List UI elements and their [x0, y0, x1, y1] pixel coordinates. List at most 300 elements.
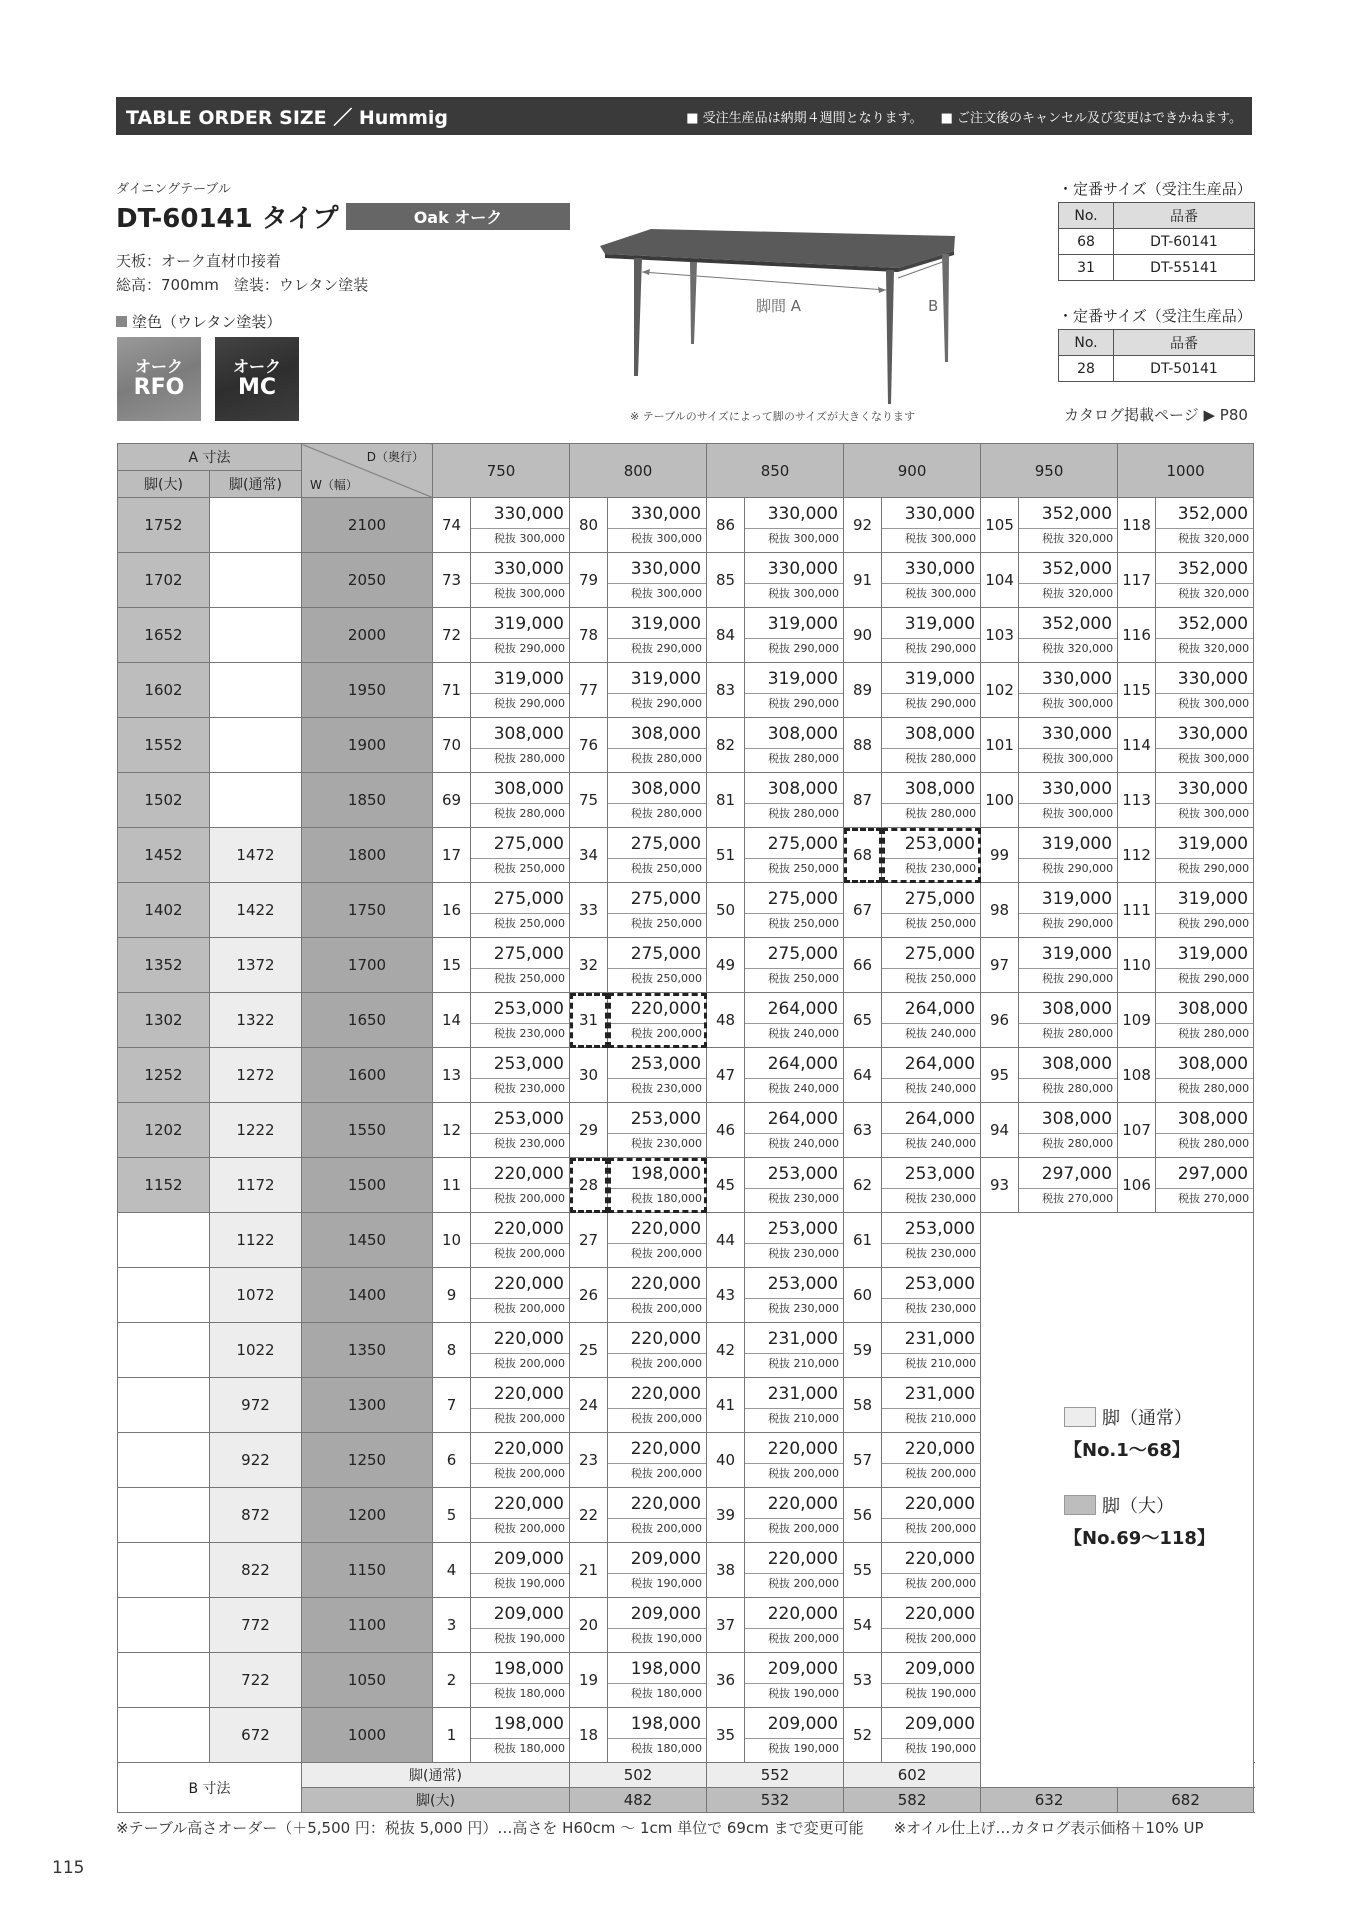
price-with-tax: 319,000: [1041, 944, 1113, 964]
std-header: No.: [1059, 203, 1114, 229]
price-excl-tax: 税抜 320,000: [1019, 528, 1117, 549]
item-number: 85: [707, 553, 745, 608]
price-cell: [608, 1323, 707, 1378]
price-with-tax: 209,000: [493, 1604, 565, 1624]
price-with-tax: 209,000: [767, 1714, 839, 1734]
price-with-tax: 352,000: [1041, 504, 1113, 524]
price-with-tax: 253,000: [904, 1164, 976, 1184]
price-cell: [882, 1378, 981, 1433]
price-cell: [471, 1653, 570, 1708]
a-leg-large: [118, 1378, 210, 1433]
width-value: 1300: [302, 1378, 433, 1433]
price-with-tax: 198,000: [630, 1659, 702, 1679]
price-cell: [608, 1488, 707, 1543]
price-with-tax: 275,000: [767, 834, 839, 854]
price-excl-tax: 税抜 290,000: [608, 638, 706, 659]
width-value: 1550: [302, 1103, 433, 1158]
price-with-tax: 231,000: [767, 1329, 839, 1349]
price-cell: [745, 553, 844, 608]
price-with-tax: 330,000: [767, 504, 839, 524]
price-cell: [1156, 498, 1254, 553]
item-number: 27: [570, 1213, 608, 1268]
price-cell: [608, 1598, 707, 1653]
price-with-tax: 264,000: [767, 999, 839, 1019]
price-with-tax: 253,000: [630, 1109, 702, 1129]
price-with-tax: 352,000: [1177, 559, 1249, 579]
item-number: 30: [570, 1048, 608, 1103]
price-cell: [745, 1158, 844, 1213]
price-with-tax: 275,000: [904, 944, 976, 964]
price-excl-tax: 税抜 180,000: [471, 1683, 569, 1704]
price-excl-tax: 税抜 320,000: [1019, 638, 1117, 659]
price-cell: [608, 1103, 707, 1158]
width-value: 1400: [302, 1268, 433, 1323]
price-with-tax: 319,000: [767, 614, 839, 634]
width-value: 1900: [302, 718, 433, 773]
item-number: 67: [844, 883, 882, 938]
price-cell: [882, 1708, 981, 1763]
price-cell: [882, 1103, 981, 1158]
price-cell: [882, 1048, 981, 1103]
item-number: 102: [981, 663, 1019, 718]
item-number: 115: [1118, 663, 1156, 718]
price-with-tax: 220,000: [904, 1549, 976, 1569]
price-cell: [745, 1048, 844, 1103]
price-excl-tax: 税抜 280,000: [1019, 1023, 1117, 1044]
price-excl-tax: 税抜 200,000: [608, 1518, 706, 1539]
item-number: 26: [570, 1268, 608, 1323]
b-large-label: 脚(大): [302, 1788, 570, 1813]
price-with-tax: 330,000: [1177, 779, 1249, 799]
price-excl-tax: 税抜 240,000: [745, 1023, 843, 1044]
a-leg-normal: 1172: [210, 1158, 302, 1213]
price-excl-tax: 税抜 290,000: [608, 693, 706, 714]
price-with-tax: 275,000: [493, 944, 565, 964]
price-cell: [471, 1323, 570, 1378]
d-w-corner: [302, 444, 433, 498]
item-number: 111: [1118, 883, 1156, 938]
price-with-tax: 330,000: [1041, 669, 1113, 689]
a-leg-normal: 1122: [210, 1213, 302, 1268]
price-cell: [608, 663, 707, 718]
price-cell: [882, 938, 981, 993]
price-cell: [745, 1708, 844, 1763]
price-excl-tax: 税抜 290,000: [1019, 858, 1117, 879]
item-number: 28: [570, 1158, 608, 1213]
item-number: 20: [570, 1598, 608, 1653]
price-excl-tax: 税抜 320,000: [1156, 583, 1253, 604]
b-large-value: 682: [1118, 1788, 1254, 1813]
price-excl-tax: 税抜 230,000: [608, 1133, 706, 1154]
item-number: 68: [844, 828, 882, 883]
price-with-tax: 231,000: [904, 1384, 976, 1404]
std-header: No.: [1059, 330, 1114, 356]
price-excl-tax: 税抜 280,000: [745, 748, 843, 769]
item-number: 96: [981, 993, 1019, 1048]
price-cell: [745, 663, 844, 718]
item-number: 62: [844, 1158, 882, 1213]
item-number: 97: [981, 938, 1019, 993]
price-cell: [745, 498, 844, 553]
price-with-tax: 308,000: [493, 724, 565, 744]
a-dimension-label: A 寸法: [118, 444, 302, 471]
price-with-tax: 319,000: [493, 614, 565, 634]
item-number: 16: [433, 883, 471, 938]
price-cell: [608, 718, 707, 773]
price-with-tax: 231,000: [767, 1384, 839, 1404]
price-cell: [882, 663, 981, 718]
depth-header: 800: [570, 444, 707, 498]
order-size-table: [117, 443, 1254, 1813]
item-number: 82: [707, 718, 745, 773]
spec-line: 天板：オーク直材巾接着: [116, 252, 282, 270]
price-cell: [1156, 663, 1254, 718]
price-excl-tax: 税抜 200,000: [608, 1408, 706, 1429]
price-cell: [745, 1543, 844, 1598]
price-cell: [1156, 1158, 1254, 1213]
price-excl-tax: 税抜 210,000: [745, 1353, 843, 1374]
price-with-tax: 308,000: [767, 724, 839, 744]
price-with-tax: 209,000: [904, 1714, 976, 1734]
product-category: ダイニングテーブル: [116, 182, 231, 197]
price-excl-tax: 税抜 320,000: [1156, 528, 1253, 549]
a-leg-normal: 1422: [210, 883, 302, 938]
price-cell: [1019, 1103, 1118, 1158]
standard-sizes-title: ・定番サイズ（受注生産品）: [1058, 180, 1252, 198]
width-value: 1150: [302, 1543, 433, 1598]
item-number: 50: [707, 883, 745, 938]
color-label: [116, 311, 281, 332]
price-excl-tax: 税抜 200,000: [882, 1628, 980, 1649]
price-with-tax: 220,000: [630, 1384, 702, 1404]
legend-swatch-normal: [1064, 1407, 1096, 1427]
header-note: ■ 受注生産品は納期４週間となります。: [686, 110, 923, 126]
width-value: 2100: [302, 498, 433, 553]
std-code: DT-60141: [1114, 229, 1255, 255]
width-value: 1200: [302, 1488, 433, 1543]
width-value: 1950: [302, 663, 433, 718]
price-with-tax: 253,000: [767, 1274, 839, 1294]
price-excl-tax: 税抜 230,000: [471, 1133, 569, 1154]
item-number: 25: [570, 1323, 608, 1378]
item-number: 40: [707, 1433, 745, 1488]
item-number: 15: [433, 938, 471, 993]
item-number: 84: [707, 608, 745, 663]
price-excl-tax: 税抜 270,000: [1156, 1188, 1253, 1209]
depth-header: 1000: [1118, 444, 1254, 498]
a-leg-normal: 1322: [210, 993, 302, 1048]
price-with-tax: 308,000: [630, 724, 702, 744]
price-excl-tax: 税抜 190,000: [608, 1628, 706, 1649]
header-note: ■ ご注文後のキャンセル及び変更はできかねます。: [940, 110, 1242, 126]
a-leg-large: [118, 1543, 210, 1598]
price-excl-tax: 税抜 190,000: [882, 1683, 980, 1704]
price-excl-tax: 税抜 250,000: [471, 913, 569, 934]
price-cell: [1019, 993, 1118, 1048]
a-leg-large: 1502: [118, 773, 210, 828]
item-number: 100: [981, 773, 1019, 828]
price-with-tax: 319,000: [1177, 944, 1249, 964]
price-cell: [745, 1598, 844, 1653]
price-excl-tax: 税抜 290,000: [1156, 968, 1253, 989]
a-leg-large: 1152: [118, 1158, 210, 1213]
price-with-tax: 297,000: [1177, 1164, 1249, 1184]
price-with-tax: 275,000: [904, 889, 976, 909]
price-excl-tax: 税抜 230,000: [745, 1243, 843, 1264]
a-leg-normal: 822: [210, 1543, 302, 1598]
item-number: 32: [570, 938, 608, 993]
price-cell: [608, 993, 707, 1048]
page-number: 115: [52, 1858, 85, 1878]
item-number: 70: [433, 718, 471, 773]
a-leg-large: [118, 1213, 210, 1268]
item-number: 53: [844, 1653, 882, 1708]
table-illustration: [598, 226, 968, 406]
header-notes: [686, 107, 1242, 126]
item-number: 101: [981, 718, 1019, 773]
price-excl-tax: 税抜 300,000: [1156, 693, 1253, 714]
b-normal-label: 脚(通常): [302, 1763, 570, 1788]
item-number: 86: [707, 498, 745, 553]
price-cell: [1156, 828, 1254, 883]
price-cell: [608, 608, 707, 663]
price-with-tax: 220,000: [493, 1439, 565, 1459]
price-with-tax: 264,000: [767, 1109, 839, 1129]
item-number: 88: [844, 718, 882, 773]
a-leg-large: 1652: [118, 608, 210, 663]
item-number: 38: [707, 1543, 745, 1598]
item-number: 46: [707, 1103, 745, 1158]
a-leg-normal: 972: [210, 1378, 302, 1433]
item-number: 117: [1118, 553, 1156, 608]
item-number: 66: [844, 938, 882, 993]
item-number: 76: [570, 718, 608, 773]
price-with-tax: 352,000: [1177, 614, 1249, 634]
swatch-oak-mc: [215, 337, 299, 421]
item-number: 113: [1118, 773, 1156, 828]
depth-header: 850: [707, 444, 844, 498]
price-excl-tax: 税抜 200,000: [471, 1243, 569, 1264]
price-with-tax: 253,000: [630, 1054, 702, 1074]
price-cell: [1156, 553, 1254, 608]
price-excl-tax: 税抜 300,000: [1019, 803, 1117, 824]
item-number: 74: [433, 498, 471, 553]
price-with-tax: 319,000: [767, 669, 839, 689]
price-cell: [745, 1433, 844, 1488]
price-excl-tax: 税抜 200,000: [882, 1573, 980, 1594]
price-cell: [1019, 1048, 1118, 1103]
item-number: 73: [433, 553, 471, 608]
price-with-tax: 220,000: [493, 1329, 565, 1349]
price-cell: [471, 1213, 570, 1268]
a-leg-large: 1452: [118, 828, 210, 883]
item-number: 35: [707, 1708, 745, 1763]
item-number: 3: [433, 1598, 471, 1653]
catalog-page-link: カタログ掲載ページ ▶ P80: [1064, 406, 1248, 424]
item-number: 48: [707, 993, 745, 1048]
price-cell: [745, 718, 844, 773]
spec-line: 総高：700mm 塗装：ウレタン塗装: [116, 276, 369, 294]
diagram-note: ※ テーブルのサイズによって脚のサイズが大きくなります: [630, 410, 915, 423]
price-cell: [1019, 608, 1118, 663]
price-excl-tax: 税抜 200,000: [471, 1298, 569, 1319]
price-cell: [1156, 718, 1254, 773]
price-with-tax: 308,000: [1177, 1109, 1249, 1129]
price-excl-tax: 税抜 280,000: [1156, 1023, 1253, 1044]
price-cell: [882, 883, 981, 938]
price-with-tax: 220,000: [630, 1329, 702, 1349]
price-with-tax: 220,000: [630, 999, 702, 1019]
price-with-tax: 220,000: [767, 1494, 839, 1514]
price-excl-tax: 税抜 200,000: [882, 1463, 980, 1484]
price-excl-tax: 税抜 280,000: [1019, 1133, 1117, 1154]
price-with-tax: 275,000: [767, 889, 839, 909]
item-number: 80: [570, 498, 608, 553]
price-with-tax: 319,000: [630, 669, 702, 689]
price-with-tax: 319,000: [1177, 889, 1249, 909]
price-excl-tax: 税抜 280,000: [608, 748, 706, 769]
item-number: 37: [707, 1598, 745, 1653]
price-with-tax: 330,000: [1041, 724, 1113, 744]
price-with-tax: 330,000: [1177, 669, 1249, 689]
table-row: [118, 608, 1254, 663]
price-excl-tax: 税抜 290,000: [1019, 913, 1117, 934]
price-with-tax: 209,000: [904, 1659, 976, 1679]
b-large-value: 532: [707, 1788, 844, 1813]
price-excl-tax: 税抜 300,000: [471, 583, 569, 604]
price-with-tax: 220,000: [493, 1274, 565, 1294]
price-cell: [745, 1378, 844, 1433]
price-with-tax: 220,000: [493, 1494, 565, 1514]
price-with-tax: 275,000: [493, 834, 565, 854]
price-cell: [471, 1708, 570, 1763]
price-excl-tax: 税抜 250,000: [608, 913, 706, 934]
price-cell: [882, 608, 981, 663]
a-leg-normal: [210, 663, 302, 718]
a-leg-large: [118, 1323, 210, 1378]
price-with-tax: 308,000: [1177, 1054, 1249, 1074]
price-excl-tax: 税抜 250,000: [471, 968, 569, 989]
item-number: 104: [981, 553, 1019, 608]
product-title: DT-60141 タイプ: [116, 204, 339, 234]
price-cell: [471, 993, 570, 1048]
item-number: 95: [981, 1048, 1019, 1103]
item-number: 43: [707, 1268, 745, 1323]
price-cell: [745, 938, 844, 993]
price-with-tax: 220,000: [630, 1439, 702, 1459]
price-with-tax: 319,000: [1177, 834, 1249, 854]
item-number: 63: [844, 1103, 882, 1158]
price-cell: [471, 828, 570, 883]
price-with-tax: 330,000: [904, 559, 976, 579]
footnote: ※テーブル高さオーダー（＋5,500 円：税抜 5,000 円）…高さを H60cm 〜 1cm 単位で 69cm まで変更可能 ※オイル仕上げ…カタログ表示価格＋10% UP: [116, 1819, 1204, 1837]
price-excl-tax: 税抜 290,000: [1156, 858, 1253, 879]
width-value: 1350: [302, 1323, 433, 1378]
legend-range: 【No.69〜118】: [1064, 1528, 1215, 1549]
table-row: [118, 1158, 1254, 1213]
price-excl-tax: 税抜 200,000: [608, 1023, 706, 1044]
price-cell: [471, 718, 570, 773]
table-row: [118, 1103, 1254, 1158]
price-with-tax: 319,000: [493, 669, 565, 689]
price-excl-tax: 税抜 200,000: [471, 1518, 569, 1539]
price-with-tax: 253,000: [767, 1219, 839, 1239]
price-cell: [608, 553, 707, 608]
price-with-tax: 330,000: [1177, 724, 1249, 744]
price-excl-tax: 税抜 230,000: [608, 1078, 706, 1099]
price-cell: [1156, 883, 1254, 938]
item-number: 36: [707, 1653, 745, 1708]
price-cell: [1156, 1103, 1254, 1158]
legend-normal: [1064, 1404, 1192, 1462]
price-excl-tax: 税抜 290,000: [1156, 913, 1253, 934]
price-excl-tax: 税抜 210,000: [882, 1408, 980, 1429]
price-excl-tax: 税抜 250,000: [745, 913, 843, 934]
a-leg-normal: 672: [210, 1708, 302, 1763]
price-with-tax: 308,000: [767, 779, 839, 799]
price-cell: [882, 773, 981, 828]
item-number: 65: [844, 993, 882, 1048]
width-axis-label: W（幅）: [310, 478, 358, 492]
price-with-tax: 319,000: [904, 614, 976, 634]
price-cell: [745, 1323, 844, 1378]
a-leg-normal: 872: [210, 1488, 302, 1543]
price-with-tax: 264,000: [904, 1054, 976, 1074]
price-excl-tax: 税抜 290,000: [882, 693, 980, 714]
item-number: 112: [1118, 828, 1156, 883]
price-excl-tax: 税抜 290,000: [745, 638, 843, 659]
width-value: 1250: [302, 1433, 433, 1488]
price-excl-tax: 税抜 180,000: [608, 1683, 706, 1704]
item-number: 14: [433, 993, 471, 1048]
item-number: 34: [570, 828, 608, 883]
item-number: 90: [844, 608, 882, 663]
item-number: 17: [433, 828, 471, 883]
depth-header: 950: [981, 444, 1118, 498]
width-value: 1800: [302, 828, 433, 883]
width-value: 1000: [302, 1708, 433, 1763]
a-leg-large: 1202: [118, 1103, 210, 1158]
price-with-tax: 275,000: [493, 889, 565, 909]
price-excl-tax: 税抜 280,000: [882, 748, 980, 769]
a-leg-large: 1602: [118, 663, 210, 718]
item-number: 24: [570, 1378, 608, 1433]
price-cell: [471, 1103, 570, 1158]
a-leg-large: 1402: [118, 883, 210, 938]
b-large-value: 632: [981, 1788, 1118, 1813]
item-number: 93: [981, 1158, 1019, 1213]
price-excl-tax: 税抜 300,000: [1019, 693, 1117, 714]
swatch-line2: MC: [237, 374, 277, 400]
price-excl-tax: 税抜 190,000: [471, 1628, 569, 1649]
price-excl-tax: 税抜 290,000: [882, 638, 980, 659]
width-value: 1750: [302, 883, 433, 938]
item-number: 79: [570, 553, 608, 608]
price-with-tax: 275,000: [767, 944, 839, 964]
std-code: DT-50141: [1114, 356, 1255, 382]
item-number: 72: [433, 608, 471, 663]
price-excl-tax: 税抜 250,000: [882, 968, 980, 989]
price-cell: [882, 1653, 981, 1708]
legend-range: 【No.1〜68】: [1064, 1440, 1190, 1461]
price-with-tax: 330,000: [493, 559, 565, 579]
std-no: 31: [1059, 255, 1114, 281]
price-cell: [471, 938, 570, 993]
price-excl-tax: 税抜 240,000: [745, 1078, 843, 1099]
price-excl-tax: 税抜 190,000: [471, 1573, 569, 1594]
price-cell: [745, 1268, 844, 1323]
item-number: 42: [707, 1323, 745, 1378]
